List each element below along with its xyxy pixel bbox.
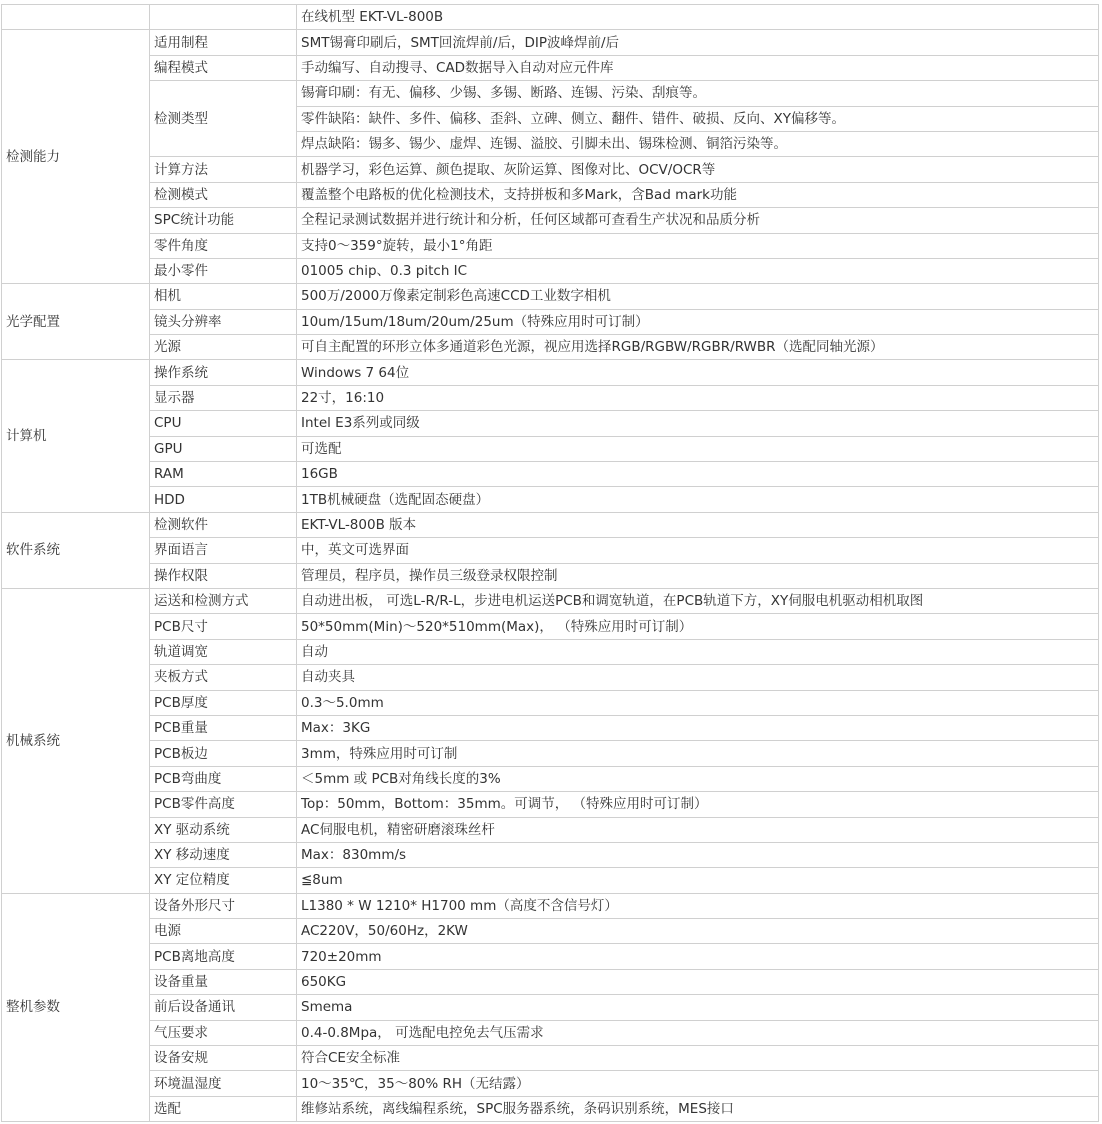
table-row [2, 893, 1099, 918]
value-cell: ＜5mm 或 PCB对角线长度的3% [297, 766, 1099, 791]
param-cell: RAM [150, 462, 297, 487]
table-row [2, 792, 1099, 817]
param-cell: 气压要求 [150, 1020, 297, 1045]
param-cell: 前后设备通讯 [150, 995, 297, 1020]
value-cell: 0.3～5.0mm [297, 690, 1099, 715]
table-row [2, 284, 1099, 309]
param-cell: CPU [150, 411, 297, 436]
param-cell: PCB板边 [150, 741, 297, 766]
param-cell: XY 定位精度 [150, 868, 297, 893]
table-row [2, 5, 1099, 30]
table-row [2, 766, 1099, 791]
table-row [2, 614, 1099, 639]
param-cell: 检测软件 [150, 512, 297, 537]
value-cell: 01005 chip、0.3 pitch IC [297, 258, 1099, 283]
param-cell: 编程模式 [150, 55, 297, 80]
table-row [2, 639, 1099, 664]
param-cell: SPC统计功能 [150, 208, 297, 233]
table-row [2, 462, 1099, 487]
table-row [2, 512, 1099, 537]
param-cell: GPU [150, 436, 297, 461]
table-row [2, 715, 1099, 740]
param-cell: PCB零件高度 [150, 792, 297, 817]
value-cell: 机器学习，彩色运算、颜色提取、灰阶运算、图像对比、OCV/OCR等 [297, 157, 1099, 182]
param-cell: 显示器 [150, 385, 297, 410]
table-row [2, 258, 1099, 283]
table-row [2, 588, 1099, 613]
table-row [2, 969, 1099, 994]
value-cell: 在线机型 EKT-VL-800B [297, 5, 1099, 30]
value-cell: 1TB机械硬盘（选配固态硬盘） [297, 487, 1099, 512]
table-row [2, 411, 1099, 436]
param-cell: 电源 [150, 919, 297, 944]
param-cell: PCB弯曲度 [150, 766, 297, 791]
table-row [2, 157, 1099, 182]
value-cell: Intel E3系列或同级 [297, 411, 1099, 436]
value-cell: 支持0～359°旋转，最小1°角距 [297, 233, 1099, 258]
param-cell: 轨道调宽 [150, 639, 297, 664]
category-cell: 检测能力 [2, 30, 150, 284]
table-row [2, 487, 1099, 512]
table-row [2, 868, 1099, 893]
category-cell: 整机参数 [2, 893, 150, 1122]
value-cell: Smema [297, 995, 1099, 1020]
param-cell: 设备外形尺寸 [150, 893, 297, 918]
param-cell [150, 5, 297, 30]
param-cell: 环境温湿度 [150, 1071, 297, 1096]
param-cell: 操作系统 [150, 360, 297, 385]
category-cell [2, 5, 150, 30]
table-row [2, 360, 1099, 385]
param-cell: 相机 [150, 284, 297, 309]
value-cell: 10um/15um/18um/20um/25um（特殊应用时可订制） [297, 309, 1099, 334]
param-cell: 检测类型 [150, 81, 297, 157]
table-row [2, 385, 1099, 410]
table-row [2, 817, 1099, 842]
value-cell: L1380 * W 1210* H1700 mm（高度不含信号灯） [297, 893, 1099, 918]
value-cell: 自动 [297, 639, 1099, 664]
table-row [2, 919, 1099, 944]
table-row [2, 1020, 1099, 1045]
value-cell: 可选配 [297, 436, 1099, 461]
table-row [2, 436, 1099, 461]
value-cell: 全程记录测试数据并进行统计和分析，任何区域都可查看生产状况和品质分析 [297, 208, 1099, 233]
param-cell: XY 移动速度 [150, 842, 297, 867]
value-cell: 0.4-0.8Mpa， 可选配电控免去气压需求 [297, 1020, 1099, 1045]
value-cell: 50*50mm(Min)～520*510mm(Max)， （特殊应用时可订制） [297, 614, 1099, 639]
value-cell: EKT-VL-800B 版本 [297, 512, 1099, 537]
param-cell: 运送和检测方式 [150, 588, 297, 613]
value-cell: 可自主配置的环形立体多通道彩色光源，视应用选择RGB/RGBW/RGBR/RWBR（选配同轴光源） [297, 335, 1099, 360]
param-cell: 适用制程 [150, 30, 297, 55]
table-row [2, 182, 1099, 207]
table-row [2, 208, 1099, 233]
param-cell: HDD [150, 487, 297, 512]
param-cell: 设备重量 [150, 969, 297, 994]
value-cell: 自动进出板， 可选L-R/R-L，步进电机运送PCB和调宽轨道，在PCB轨道下方，XY伺服电机驱动相机取图 [297, 588, 1099, 613]
param-cell: 计算方法 [150, 157, 297, 182]
table-row [2, 944, 1099, 969]
value-cell: 焊点缺陷：锡多、锡少、虚焊、连锡、溢胶、引脚未出、锡珠检测、铜箔污染等。 [297, 131, 1099, 156]
category-cell: 机械系统 [2, 588, 150, 893]
table-row [2, 309, 1099, 334]
value-cell: 符合CE安全标准 [297, 1046, 1099, 1071]
table-row [2, 1046, 1099, 1071]
value-cell: 零件缺陷：缺件、多件、偏移、歪斜、立碑、侧立、翻件、错件、破损、反向、XY偏移等。 [297, 106, 1099, 131]
value-cell: 22寸，16:10 [297, 385, 1099, 410]
table-row [2, 538, 1099, 563]
param-cell: PCB尺寸 [150, 614, 297, 639]
value-cell: 500万/2000万像素定制彩色高速CCD工业数字相机 [297, 284, 1099, 309]
value-cell: 手动编写、自动搜寻、CAD数据导入自动对应元件库 [297, 55, 1099, 80]
param-cell: PCB重量 [150, 715, 297, 740]
param-cell: 界面语言 [150, 538, 297, 563]
param-cell: XY 驱动系统 [150, 817, 297, 842]
value-cell: Top：50mm，Bottom：35mm。可调节， （特殊应用时可订制） [297, 792, 1099, 817]
param-cell: 检测模式 [150, 182, 297, 207]
value-cell: Windows 7 64位 [297, 360, 1099, 385]
value-cell: 650KG [297, 969, 1099, 994]
table-row [2, 55, 1099, 80]
value-cell: Max：3KG [297, 715, 1099, 740]
category-cell: 计算机 [2, 360, 150, 512]
param-cell: 设备安规 [150, 1046, 297, 1071]
param-cell: 选配 [150, 1096, 297, 1121]
table-row [2, 563, 1099, 588]
value-cell: 720±20mm [297, 944, 1099, 969]
table-row [2, 741, 1099, 766]
table-row [2, 842, 1099, 867]
param-cell: 夹板方式 [150, 665, 297, 690]
category-cell: 光学配置 [2, 284, 150, 360]
value-cell: 管理员，程序员，操作员三级登录权限控制 [297, 563, 1099, 588]
value-cell: SMT锡膏印刷后，SMT回流焊前/后，DIP波峰焊前/后 [297, 30, 1099, 55]
table-row [2, 81, 1099, 106]
table-row [2, 1071, 1099, 1096]
value-cell: 维修站系统，离线编程系统，SPC服务器系统，条码识别系统，MES接口 [297, 1096, 1099, 1121]
category-cell: 软件系统 [2, 512, 150, 588]
table-row [2, 335, 1099, 360]
value-cell: 10～35℃，35～80% RH（无结露） [297, 1071, 1099, 1096]
param-cell: 操作权限 [150, 563, 297, 588]
table-row [2, 995, 1099, 1020]
value-cell: 中，英文可选界面 [297, 538, 1099, 563]
param-cell: 光源 [150, 335, 297, 360]
value-cell: AC伺服电机，精密研磨滚珠丝杆 [297, 817, 1099, 842]
value-cell: 覆盖整个电路板的优化检测技术，支持拼板和多Mark，含Bad mark功能 [297, 182, 1099, 207]
value-cell: 3mm，特殊应用时可订制 [297, 741, 1099, 766]
value-cell: 自动夹具 [297, 665, 1099, 690]
table-row [2, 1096, 1099, 1121]
value-cell: Max：830mm/s [297, 842, 1099, 867]
table-row [2, 30, 1099, 55]
param-cell: PCB离地高度 [150, 944, 297, 969]
param-cell: PCB厚度 [150, 690, 297, 715]
param-cell: 镜头分辨率 [150, 309, 297, 334]
table-row [2, 690, 1099, 715]
value-cell: ≦8um [297, 868, 1099, 893]
value-cell: 锡膏印刷：有无、偏移、少锡、多锡、断路、连锡、污染、刮痕等。 [297, 81, 1099, 106]
value-cell: AC220V，50/60Hz，2KW [297, 919, 1099, 944]
value-cell: 16GB [297, 462, 1099, 487]
table-row [2, 665, 1099, 690]
spec-table [1, 4, 1099, 1122]
table-row [2, 233, 1099, 258]
param-cell: 零件角度 [150, 233, 297, 258]
param-cell: 最小零件 [150, 258, 297, 283]
